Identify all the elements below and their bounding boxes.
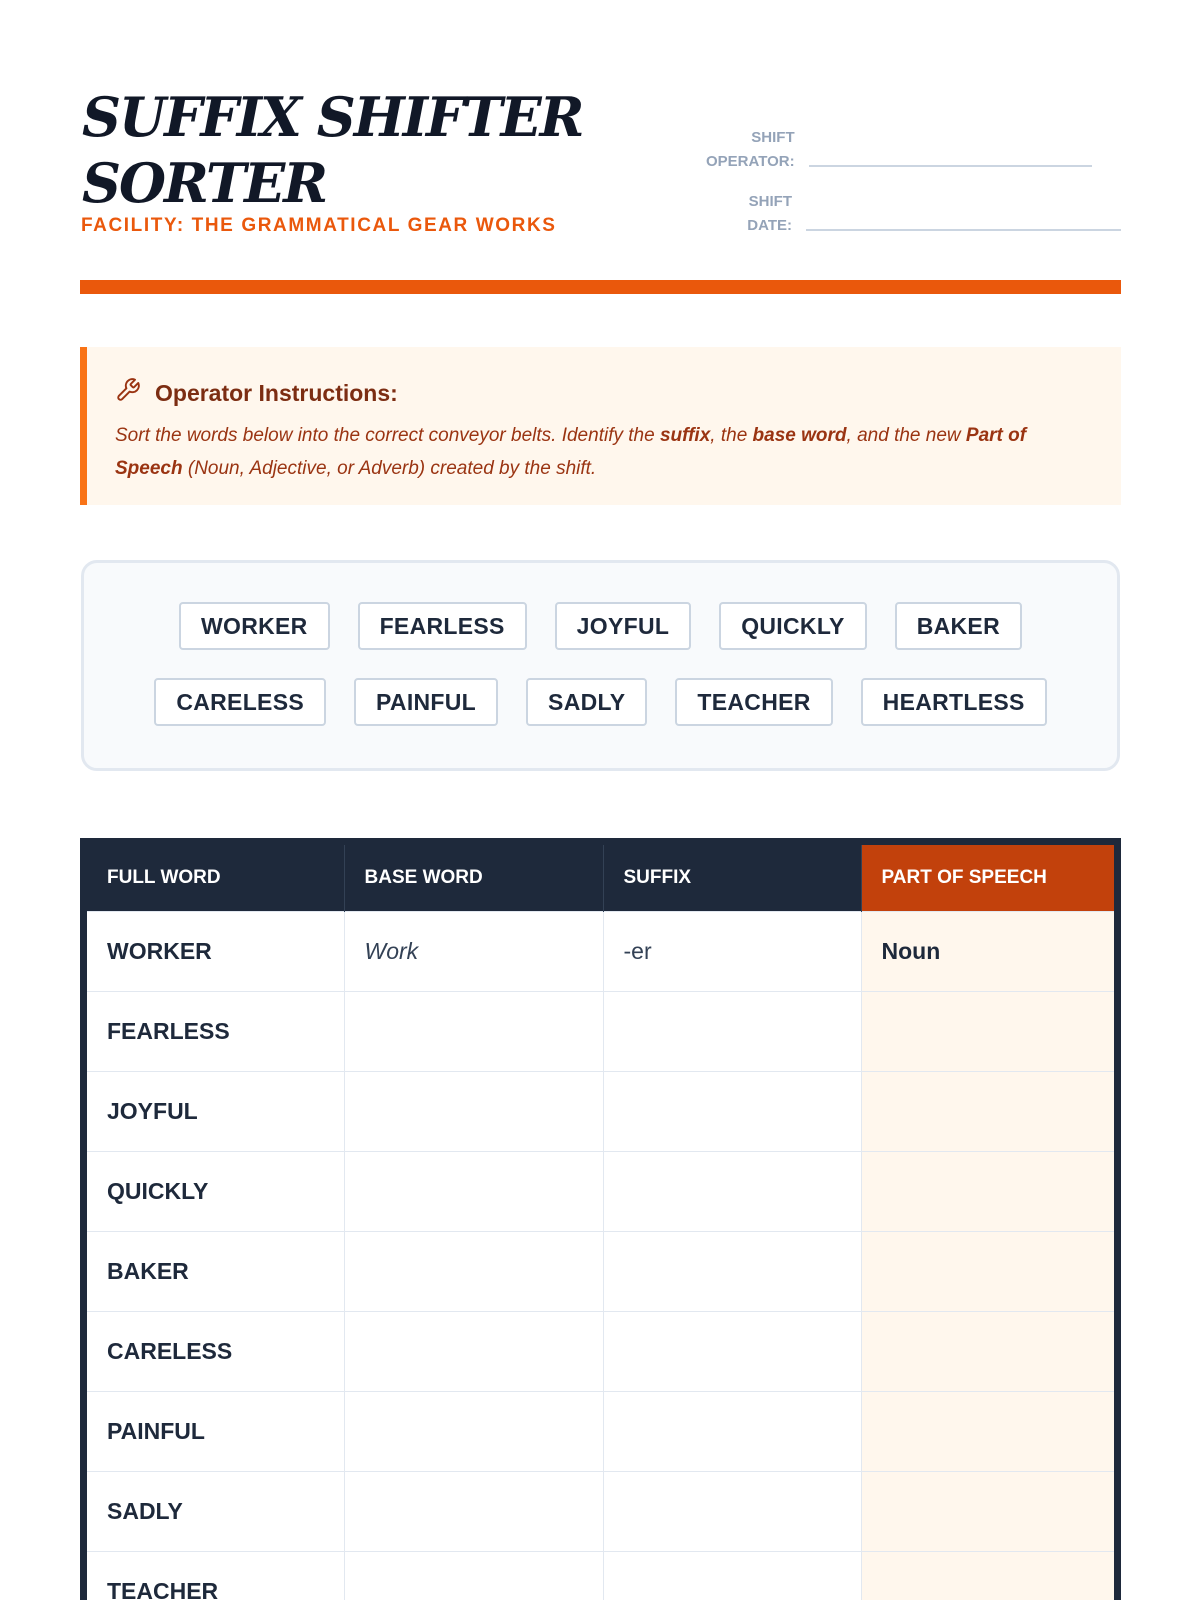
word-bank-row-2 xyxy=(84,678,1117,726)
table-row xyxy=(87,912,1114,992)
table-row xyxy=(87,1472,1114,1552)
base-word-cell[interactable]: Work xyxy=(344,912,603,992)
part-of-speech-cell[interactable] xyxy=(861,1392,1114,1472)
part-of-speech-cell[interactable] xyxy=(861,1232,1114,1312)
title-line-1: SUFFIX SHIFTER xyxy=(82,85,583,149)
table-row xyxy=(87,1552,1114,1600)
base-word-cell[interactable] xyxy=(344,992,603,1072)
wrench-icon xyxy=(115,377,155,409)
shift-operator-field xyxy=(706,126,1092,174)
word-chip[interactable]: QUICKLY xyxy=(719,602,867,650)
instructions-bold-suffix: suffix xyxy=(659,425,711,446)
full-word-cell: PAINFUL xyxy=(87,1392,344,1472)
suffix-cell[interactable] xyxy=(603,1552,861,1600)
shift-operator-label-line2: OPERATOR: xyxy=(706,153,795,170)
word-chip[interactable]: WORKER xyxy=(179,602,330,650)
suffix-cell[interactable] xyxy=(603,1072,861,1152)
word-chip[interactable]: TEACHER xyxy=(675,678,832,726)
shift-operator-input[interactable] xyxy=(809,165,1092,167)
suffix-cell[interactable] xyxy=(603,1392,861,1472)
full-word-cell: FEARLESS xyxy=(87,992,344,1072)
shift-operator-label-line1: SHIFT xyxy=(751,129,795,146)
part-of-speech-cell[interactable] xyxy=(861,1472,1114,1552)
base-word-cell[interactable] xyxy=(344,1472,603,1552)
suffix-cell[interactable] xyxy=(603,992,861,1072)
shift-operator-label xyxy=(706,126,795,174)
instructions-text-3: , and the new xyxy=(846,425,966,446)
sorting-table xyxy=(80,838,1121,1600)
word-bank-row-1 xyxy=(84,602,1117,650)
word-bank xyxy=(81,560,1120,771)
table-row xyxy=(87,1312,1114,1392)
full-word-cell: CARELESS xyxy=(87,1312,344,1392)
word-chip[interactable]: HEARTLESS xyxy=(861,678,1047,726)
table-row xyxy=(87,1072,1114,1152)
shift-date-label xyxy=(706,190,792,238)
facility-subtitle: FACILITY: THE GRAMMATICAL GEAR WORKS xyxy=(81,215,557,236)
table-row xyxy=(87,992,1114,1072)
instructions-heading-text: Operator Instructions: xyxy=(155,379,398,406)
header-divider xyxy=(80,280,1121,294)
suffix-cell[interactable] xyxy=(603,1312,861,1392)
shift-date-label-line1: SHIFT xyxy=(748,193,792,210)
suffix-cell[interactable]: -er xyxy=(603,912,861,992)
instructions-bold-part-of-speech: Part of Speech xyxy=(115,425,1027,479)
operator-instructions xyxy=(80,347,1121,505)
sorting-table-grid xyxy=(87,845,1114,1600)
header-part-of-speech: PART OF SPEECH xyxy=(861,845,1114,912)
full-word-cell: WORKER xyxy=(87,912,344,992)
suffix-cell[interactable] xyxy=(603,1232,861,1312)
table-row xyxy=(87,1152,1114,1232)
full-word-cell: TEACHER xyxy=(87,1552,344,1600)
suffix-cell[interactable] xyxy=(603,1152,861,1232)
base-word-cell[interactable] xyxy=(344,1552,603,1600)
table-row xyxy=(87,1392,1114,1472)
full-word-cell: QUICKLY xyxy=(87,1152,344,1232)
full-word-cell: SADLY xyxy=(87,1472,344,1552)
shift-date-field xyxy=(706,190,1121,238)
part-of-speech-cell[interactable] xyxy=(861,1152,1114,1232)
word-chip[interactable]: CARELESS xyxy=(154,678,326,726)
full-word-cell: JOYFUL xyxy=(87,1072,344,1152)
word-chip[interactable]: PAINFUL xyxy=(354,678,498,726)
base-word-cell[interactable] xyxy=(344,1232,603,1312)
base-word-cell[interactable] xyxy=(344,1072,603,1152)
instructions-text-2: , the xyxy=(710,425,753,446)
word-chip[interactable]: SADLY xyxy=(526,678,647,726)
suffix-cell[interactable] xyxy=(603,1472,861,1552)
instructions-heading xyxy=(115,377,1087,409)
instructions-text-4: (Noun, Adjective, or Adverb) created by the shift. xyxy=(182,458,597,479)
title-line-2: SORTER xyxy=(82,151,327,215)
part-of-speech-cell[interactable]: Noun xyxy=(861,912,1114,992)
instructions-text xyxy=(115,419,1087,485)
header-full-word: FULL WORD xyxy=(87,845,344,912)
instructions-bold-base-word: base word xyxy=(752,425,847,446)
table-row xyxy=(87,1232,1114,1312)
base-word-cell[interactable] xyxy=(344,1152,603,1232)
part-of-speech-cell[interactable] xyxy=(861,992,1114,1072)
shift-date-label-line2: DATE: xyxy=(747,217,792,234)
part-of-speech-cell[interactable] xyxy=(861,1552,1114,1600)
part-of-speech-cell[interactable] xyxy=(861,1312,1114,1392)
part-of-speech-cell[interactable] xyxy=(861,1072,1114,1152)
full-word-cell: BAKER xyxy=(87,1232,344,1312)
instructions-text-1: Sort the words below into the correct conveyor belts. Identify the xyxy=(115,425,660,446)
page-title xyxy=(82,84,583,216)
shift-date-input[interactable] xyxy=(806,229,1121,231)
word-chip[interactable]: FEARLESS xyxy=(358,602,527,650)
table-header-row xyxy=(87,845,1114,912)
word-chip[interactable]: JOYFUL xyxy=(555,602,692,650)
base-word-cell[interactable] xyxy=(344,1312,603,1392)
header-base-word: BASE WORD xyxy=(344,845,603,912)
word-chip[interactable]: BAKER xyxy=(895,602,1022,650)
base-word-cell[interactable] xyxy=(344,1392,603,1472)
header-suffix: SUFFIX xyxy=(603,845,861,912)
